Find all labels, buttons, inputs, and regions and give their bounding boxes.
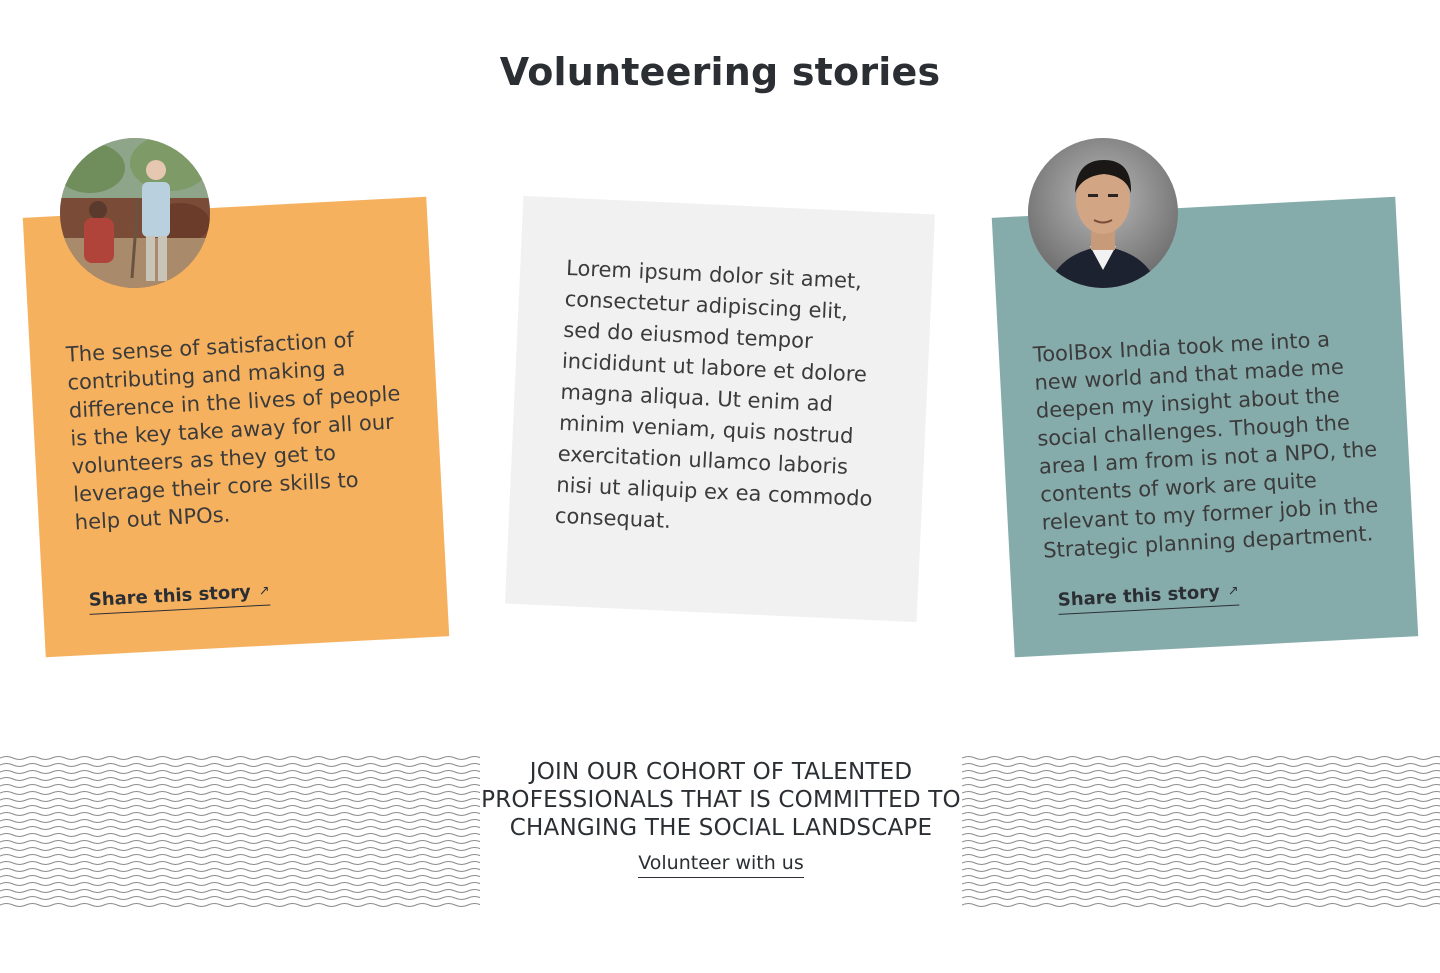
- wave-line: [0, 848, 480, 851]
- story-text-2: Lorem ipsum dolor sit amet, consectetur adipiscing elit, sed do eiusmod tempor incididunt ut labore et dolore magna aliqua. Ut enim ad minim veniam, quis nostrud exercitation ullamco laboris nisi ut aliquip ex ea commodo consequat.: [554, 255, 873, 533]
- wave-line: [0, 862, 480, 865]
- share-story-label-1: Share this story: [88, 581, 252, 611]
- wave-line: [0, 820, 480, 823]
- story-text-3: ToolBox India took me into a new world and that made me deepen my insight about the social challenges. Though the area I am from is not a NPO, the contents of work are quite relevant to my former job in the Strategic planning department.: [1032, 327, 1379, 563]
- wave-line: [0, 897, 480, 900]
- wave-line: [962, 841, 1440, 844]
- wave-line: [0, 883, 480, 886]
- wave-line: [962, 813, 1440, 816]
- wave-line: [962, 806, 1440, 809]
- wave-line: [962, 897, 1440, 900]
- wave-line: [962, 855, 1440, 858]
- wave-line: [962, 848, 1440, 851]
- section-heading: Volunteering stories: [499, 50, 941, 94]
- wave-line: [962, 869, 1440, 872]
- wave-line: [962, 764, 1440, 767]
- wave-line: [962, 876, 1440, 879]
- wave-line: [0, 778, 480, 781]
- story-card-2: [505, 196, 935, 622]
- story-text-1: The sense of satisfaction of contributing and making a difference in the lives of people is the key take away for all our volunteers as they get to leverage their core skills to help out NPOs.: [65, 327, 401, 535]
- wave-line: [0, 771, 480, 774]
- wave-line: [0, 855, 480, 858]
- wave-line: [962, 827, 1440, 830]
- wave-line: [0, 841, 480, 844]
- arrow-up-right-icon: ↗: [1227, 583, 1240, 600]
- wave-line: [962, 792, 1440, 795]
- cta-block: [480, 758, 962, 878]
- wave-line: [0, 834, 480, 837]
- share-story-link-3[interactable]: [1057, 580, 1239, 614]
- wave-line: [0, 904, 480, 907]
- wave-line: [962, 757, 1440, 760]
- wave-line: [0, 792, 480, 795]
- wave-line: [962, 785, 1440, 788]
- wave-line: [962, 799, 1440, 802]
- wave-line: [0, 785, 480, 788]
- wave-line: [0, 827, 480, 830]
- wave-line: [0, 799, 480, 802]
- wave-line: [0, 890, 480, 893]
- wave-line: [962, 890, 1440, 893]
- wave-line: [962, 883, 1440, 886]
- wave-pattern-right: [962, 752, 1440, 907]
- wave-line: [962, 904, 1440, 907]
- wave-line: [0, 757, 480, 760]
- arrow-up-right-icon: ↗: [258, 583, 271, 600]
- volunteer-link[interactable]: Volunteer with us: [638, 852, 803, 878]
- wave-line: [962, 778, 1440, 781]
- cta-text: JOIN OUR COHORT OF TALENTED PROFESSIONALS THAT IS COMMITTED TO CHANGING THE SOCIAL LANDSCAPE: [481, 759, 961, 841]
- volunteer-photo-1: [60, 138, 210, 288]
- wave-pattern-left: [0, 752, 480, 907]
- share-story-link-1[interactable]: [88, 580, 270, 614]
- wave-line: [0, 806, 480, 809]
- volunteer-photo-2: [1028, 138, 1178, 288]
- wave-line: [0, 869, 480, 872]
- wave-line: [0, 876, 480, 879]
- wave-line: [962, 820, 1440, 823]
- wave-line: [0, 813, 480, 816]
- share-story-label-3: Share this story: [1057, 581, 1221, 611]
- wave-line: [962, 834, 1440, 837]
- wave-line: [0, 764, 480, 767]
- wave-line: [962, 862, 1440, 865]
- wave-line: [962, 771, 1440, 774]
